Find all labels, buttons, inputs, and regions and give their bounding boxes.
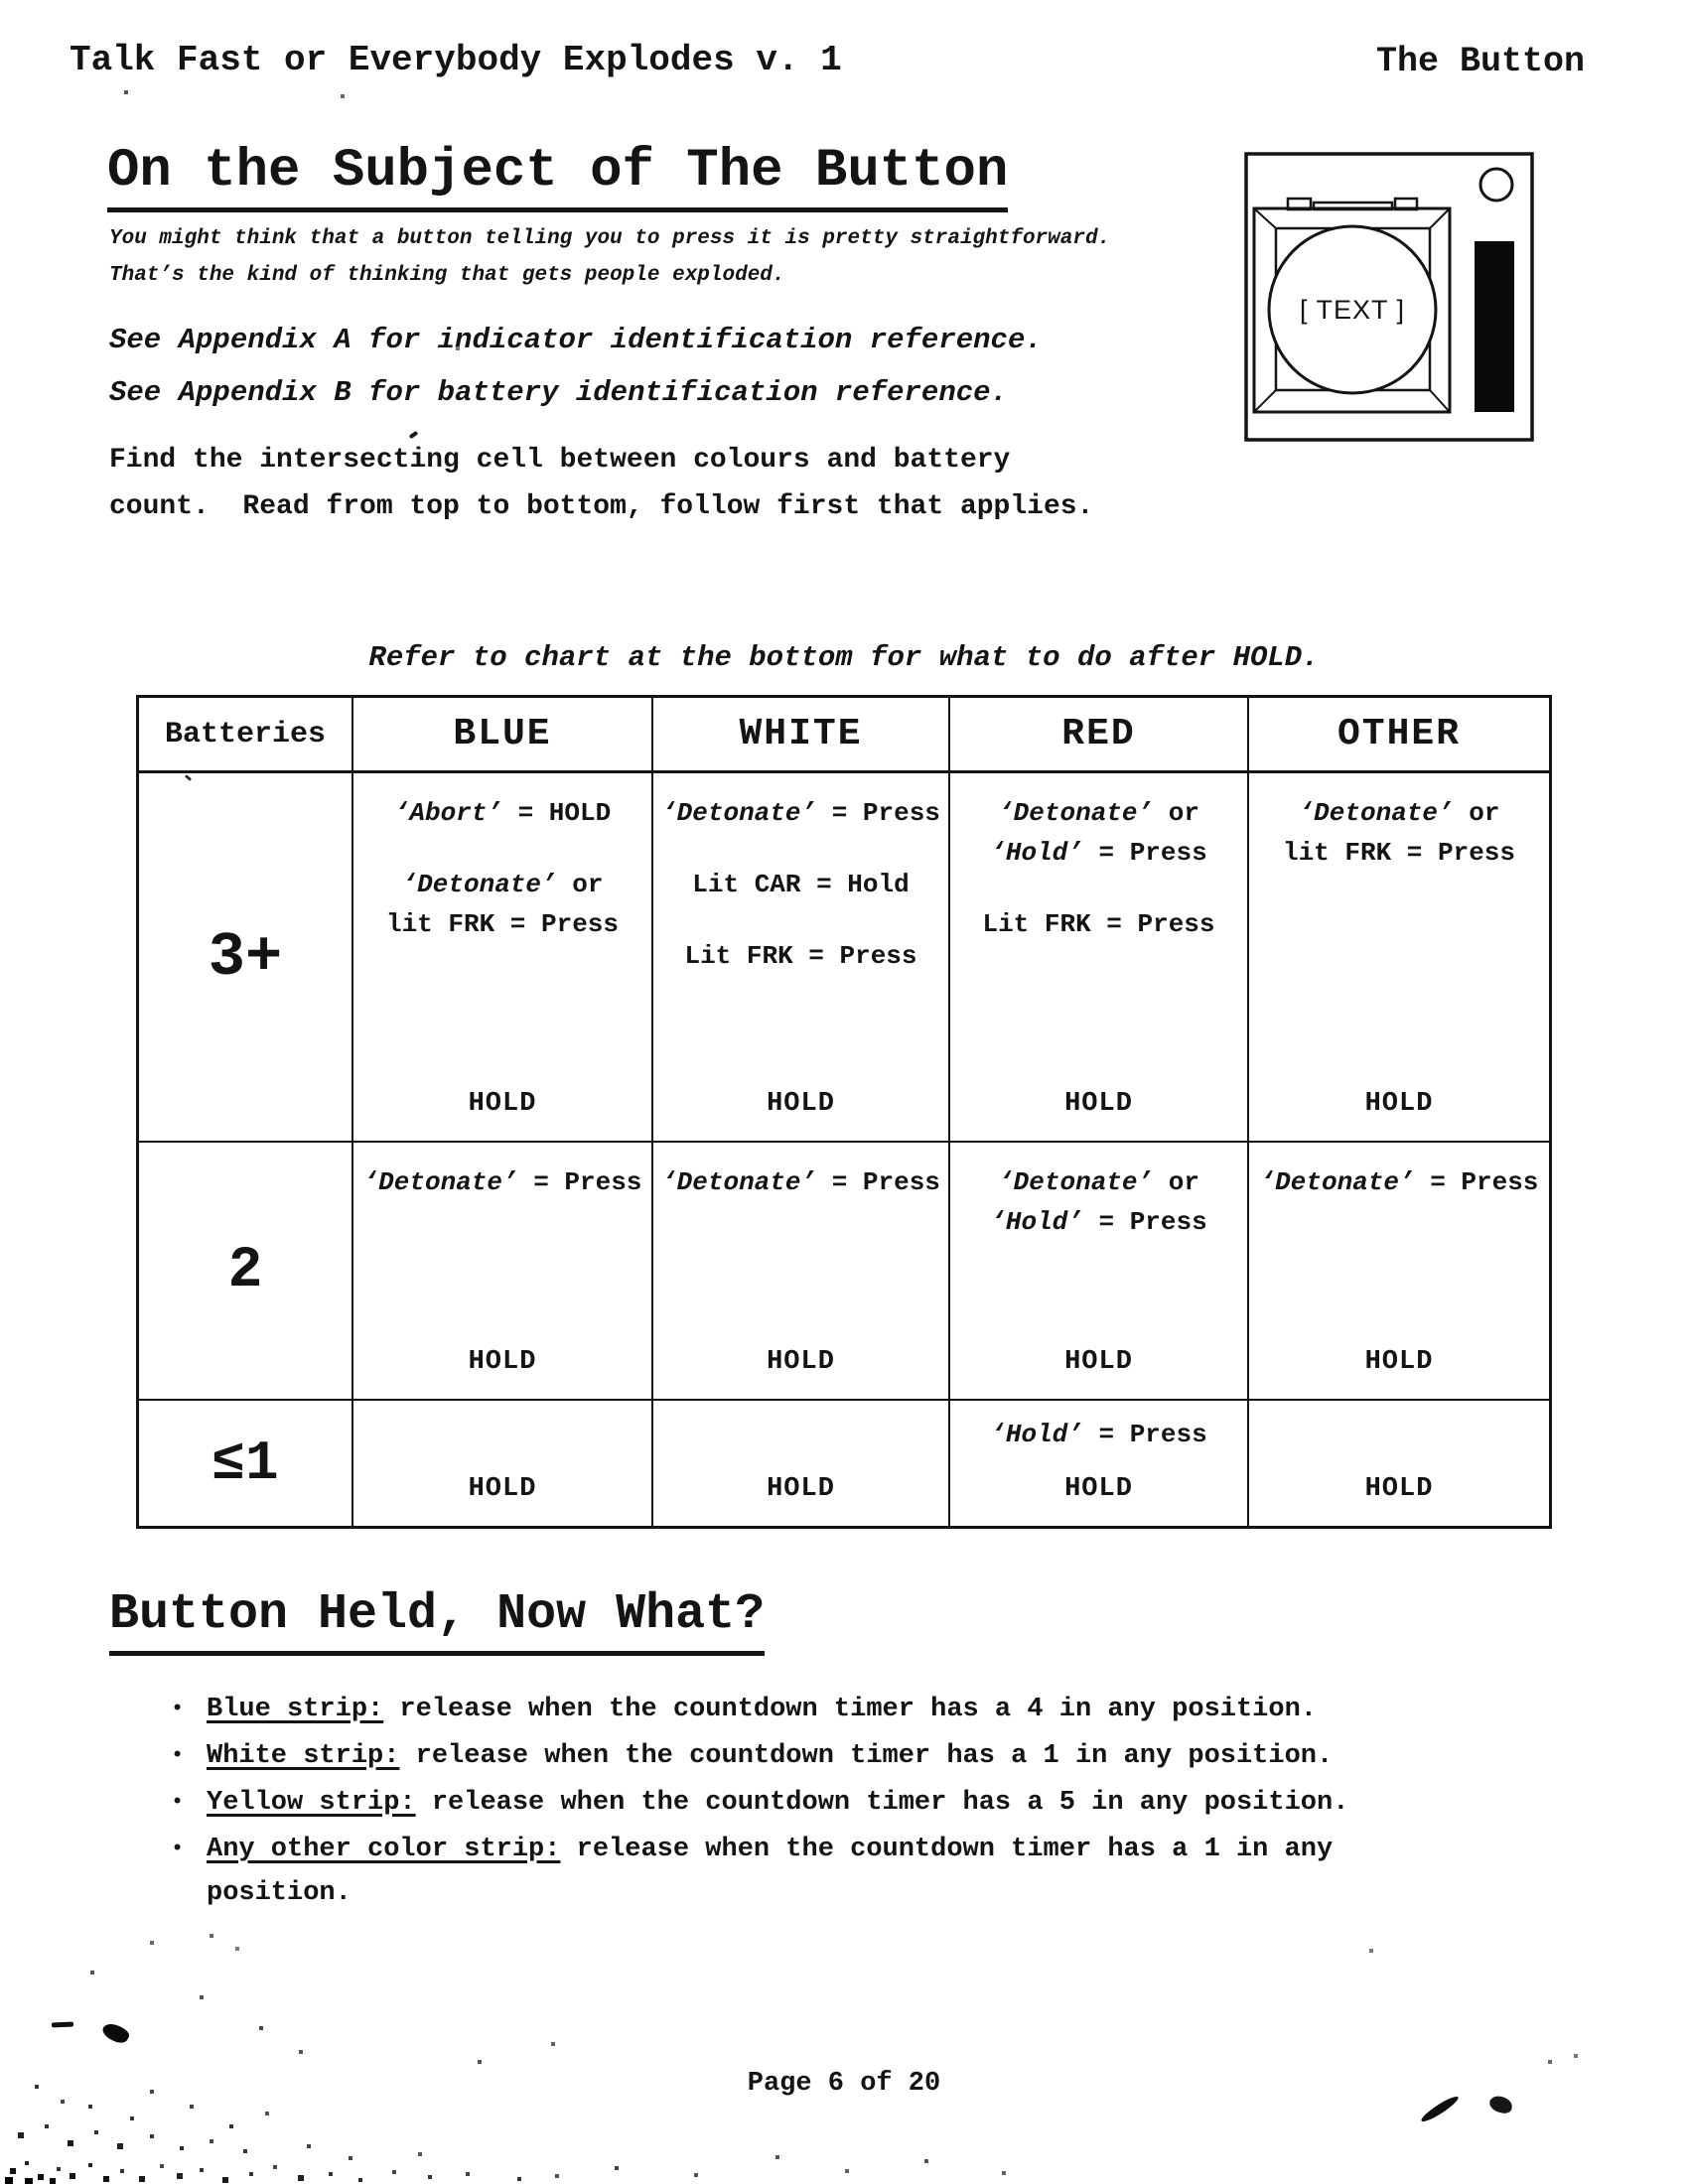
rule-text-line: lit FRK = Press xyxy=(1282,838,1516,868)
appendix-references xyxy=(109,314,1043,419)
strip-rule-rest: release when the countdown timer has a 1 in any position. xyxy=(399,1741,1334,1771)
led-indicator-icon xyxy=(1480,169,1512,201)
rule-lines xyxy=(950,773,1247,944)
rule-text-line: Lit FRK = Press xyxy=(982,909,1215,939)
rule-text-line: ‘Detonate’ = Press xyxy=(362,1167,642,1197)
row-label-3plus: 3+ xyxy=(139,773,353,1143)
page-title: On the Subject of The Button xyxy=(107,141,1008,212)
row-label-lte1: ≤1 xyxy=(139,1401,353,1526)
rule-lines xyxy=(353,1401,651,1415)
bullet-icon: • xyxy=(171,1697,185,1721)
rule-lines xyxy=(950,1401,1247,1454)
rule-text-group xyxy=(950,793,1247,873)
rule-text-line: ‘Detonate’ = Press xyxy=(661,798,940,828)
page-number: Page 6 of 20 xyxy=(747,2069,941,2099)
table-caption: Refer to chart at the bottom for what to do after HOLD. xyxy=(368,641,1320,674)
rule-cell-3plus-white xyxy=(653,773,950,1143)
hold-label: HOLD xyxy=(1064,1474,1133,1504)
appendix-b-note: See Appendix B for battery identification reference. xyxy=(109,376,1008,409)
list-item-text xyxy=(207,1688,1442,1731)
strip-rules-list xyxy=(171,1688,1462,1918)
bezel-bevel-line xyxy=(1254,390,1276,412)
strip-color-lead: White strip: xyxy=(207,1741,400,1771)
scan-mark xyxy=(52,2022,73,2028)
hold-label: HOLD xyxy=(1064,1347,1133,1377)
bullet-icon: • xyxy=(171,1743,185,1768)
rule-text-line: Lit CAR = Hold xyxy=(692,870,910,899)
scan-speckles xyxy=(0,0,2,2)
bezel-bevel-line xyxy=(1430,390,1450,412)
hold-label: HOLD xyxy=(1364,1347,1434,1377)
bullet-icon: • xyxy=(171,1790,185,1815)
rule-lines xyxy=(653,1401,948,1415)
rule-text-line: ‘Detonate’ or xyxy=(401,870,604,899)
hold-label: HOLD xyxy=(468,1474,537,1504)
strip-color-lead: Blue strip: xyxy=(207,1695,384,1724)
bezel-bevel-line xyxy=(1430,208,1450,228)
rule-text-line: ‘Hold’ = Press xyxy=(990,1420,1207,1449)
button-label: [ TEXT ] xyxy=(1299,295,1406,325)
strip-color-lead: Yellow strip: xyxy=(207,1788,416,1818)
rule-text-group xyxy=(653,793,948,833)
list-item-text xyxy=(207,1828,1442,1915)
rule-text-line: ‘Hold’ = Press xyxy=(990,1207,1207,1237)
row-label-2: 2 xyxy=(139,1143,353,1401)
column-header-other: OTHER xyxy=(1249,698,1549,773)
list-item-yellow-strip xyxy=(171,1781,1462,1825)
rule-text-line: ‘Detonate’ or xyxy=(998,798,1199,828)
rule-lines xyxy=(950,1143,1247,1242)
rule-cell-2-red xyxy=(950,1143,1249,1401)
button-module-drawing xyxy=(1244,152,1534,442)
rule-text-line: ‘Detonate’ or xyxy=(998,1167,1199,1197)
instruction-paragraph xyxy=(109,437,1093,530)
list-item-other-strip xyxy=(171,1828,1462,1915)
rule-cell-2-white xyxy=(653,1143,950,1401)
rule-text-group xyxy=(950,1162,1247,1242)
hold-label: HOLD xyxy=(1364,1474,1434,1504)
hold-label: HOLD xyxy=(767,1089,835,1119)
list-item-blue-strip xyxy=(171,1688,1462,1731)
list-item-text xyxy=(207,1734,1442,1778)
column-header-red: RED xyxy=(950,698,1249,773)
rule-text-line: ‘Detonate’ = Press xyxy=(1259,1167,1539,1197)
rule-text-line: ‘Detonate’ or xyxy=(1298,798,1500,828)
rule-cell-lte1-red xyxy=(950,1401,1249,1526)
hold-label: HOLD xyxy=(1364,1089,1434,1119)
rule-lines xyxy=(653,773,948,976)
strip-rule-rest: release when the countdown timer has a 4 in any position. xyxy=(383,1695,1317,1724)
rule-cell-3plus-other xyxy=(1249,773,1549,1143)
instruction-line: Find the intersecting cell between colours and battery xyxy=(109,445,1011,476)
module-name-header: The Button xyxy=(1375,42,1585,81)
rule-lines xyxy=(653,1143,948,1202)
flavor-text xyxy=(109,220,1110,294)
document-title-header: Talk Fast or Everybody Explodes v. 1 xyxy=(70,40,842,80)
rule-text-group xyxy=(1249,793,1549,873)
rule-text-group xyxy=(950,1415,1247,1454)
rule-cell-lte1-other xyxy=(1249,1401,1549,1526)
rule-text-line: Lit FRK = Press xyxy=(684,941,917,971)
rule-lines xyxy=(1249,773,1549,873)
hold-label: HOLD xyxy=(767,1474,835,1504)
rule-cell-2-blue xyxy=(353,1143,653,1401)
rule-text-group xyxy=(653,1162,948,1202)
hold-label: HOLD xyxy=(468,1347,537,1377)
rule-cell-3plus-blue xyxy=(353,773,653,1143)
column-header-batteries: Batteries xyxy=(139,698,353,773)
rule-text-group xyxy=(353,793,651,833)
rule-text-line: lit FRK = Press xyxy=(385,909,620,939)
rule-text-group xyxy=(1249,1162,1549,1202)
hold-label: HOLD xyxy=(767,1347,835,1377)
scan-mark xyxy=(100,2019,131,2046)
rule-cell-3plus-red xyxy=(950,773,1249,1143)
rule-lines xyxy=(353,1143,651,1202)
flavor-line: You might think that a button telling you to press it is pretty straightforward. xyxy=(109,227,1111,250)
rule-text-group xyxy=(353,1162,651,1202)
instruction-line: count. Read from top to bottom, follow first that applies. xyxy=(109,491,1094,522)
rule-text-line: ‘Hold’ = Press xyxy=(990,838,1207,868)
rule-cell-lte1-white xyxy=(653,1401,950,1526)
appendix-a-note: See Appendix A for indicator identification reference. xyxy=(109,324,1043,356)
strip-rule-rest: release when the countdown timer has a 5 in any position. xyxy=(415,1788,1349,1818)
list-item-white-strip xyxy=(171,1734,1462,1778)
rule-text-group xyxy=(950,904,1247,944)
rule-text-line: ‘Abort’ = HOLD xyxy=(393,798,612,828)
rule-text-line: ‘Detonate’ = Press xyxy=(661,1167,940,1197)
rule-lines xyxy=(353,773,651,944)
color-strip-icon xyxy=(1475,241,1514,412)
column-header-blue: BLUE xyxy=(353,698,653,773)
rule-lines xyxy=(1249,1401,1549,1415)
rule-lines xyxy=(1249,1143,1549,1202)
bezel-bevel-line xyxy=(1254,208,1276,228)
rule-text-group xyxy=(353,865,651,944)
hold-label: HOLD xyxy=(1064,1089,1133,1119)
rule-text-group xyxy=(653,936,948,976)
button-module-diagram xyxy=(1244,152,1534,442)
hold-label: HOLD xyxy=(468,1089,537,1119)
flavor-line: That’s the kind of thinking that gets people exploded. xyxy=(109,264,785,287)
rule-cell-lte1-blue xyxy=(353,1401,653,1526)
strip-rule-rest: release when the countdown timer has a 1 in any position. xyxy=(207,1835,1349,1908)
strip-color-lead: Any other color strip: xyxy=(207,1835,561,1864)
list-item-text xyxy=(207,1781,1442,1825)
section-title-button-held: Button Held, Now What? xyxy=(109,1586,765,1656)
rule-text-group xyxy=(653,865,948,904)
rule-cell-2-other xyxy=(1249,1143,1549,1401)
rules-table xyxy=(136,695,1552,1529)
bullet-icon: • xyxy=(171,1837,185,1861)
column-header-white: WHITE xyxy=(653,698,950,773)
